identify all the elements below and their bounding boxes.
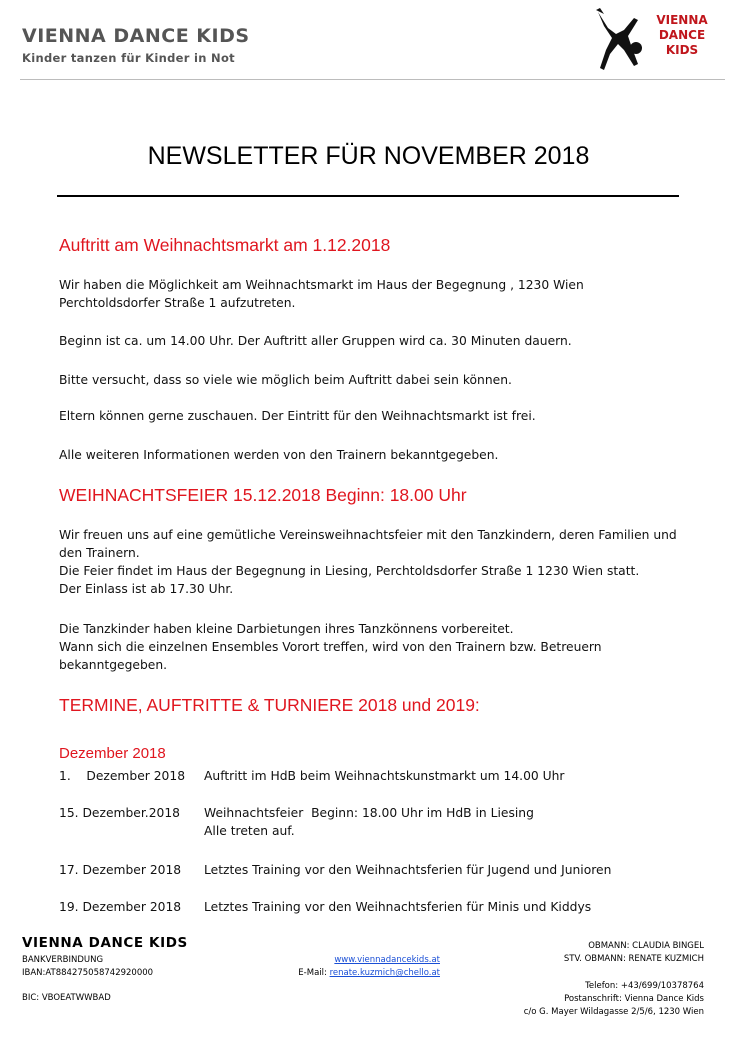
paragraph: Eltern können gerne zuschauen. Der Eintritt für den Weihnachtsmarkt ist frei.	[59, 409, 536, 423]
event-date: 1. Dezember 2018	[59, 769, 186, 783]
event-description: Weihnachtsfeier Beginn: 18.00 Uhr im HdB in Liesing Alle treten auf.	[204, 806, 534, 838]
logo	[594, 4, 720, 76]
paragraph: Die Tanzkinder haben kleine Darbietungen ihres Tanzkönnens vorbereitet. Wann sich die einzelnen Ensembles Vorort treffen, wird von den Trainern bzw. Betreuern bekanntgegeben.	[59, 622, 602, 672]
footer-org-name: VIENNA DANCE KIDS	[22, 935, 188, 951]
footer-bank-info: BANKVERBINDUNG IBAN:AT884275058742920000	[22, 955, 154, 978]
event-date: 17. Dezember 2018	[59, 863, 182, 877]
event-date: 19. Dezember 2018	[59, 900, 182, 914]
paragraph: Alle weiteren Informationen werden von den Trainern bekanntgegeben.	[59, 448, 499, 462]
event-description: Letztes Training vor den Weihnachtsferien für Minis und Kiddys	[204, 900, 592, 914]
footer-bic: BIC: VBOEATWWBAD	[22, 993, 111, 1003]
section-heading-weihnachtsfeier: WEIHNACHTSFEIER 15.12.2018 Beginn: 18.00 Uhr	[59, 485, 467, 505]
paragraph: Bitte versucht, dass so viele wie möglich beim Auftritt dabei sein können.	[59, 373, 512, 387]
event-date: 15. Dezember.2018	[59, 806, 180, 820]
footer-address: Telefon: +43/699/10378764 Postanschrift: Vienna Dance Kids c/o G. Mayer Wildagasse 2/5/6, 1230 Wien	[523, 981, 704, 1017]
paragraph: Beginn ist ca. um 14.00 Uhr. Der Auftritt aller Gruppen wird ca. 30 Minuten dauern.	[59, 334, 572, 348]
title-divider	[57, 195, 679, 197]
section-heading-weihnachtsmarkt: Auftritt am Weihnachtsmarkt am 1.12.2018	[59, 235, 391, 255]
event-description: Letztes Training vor den Weihnachtsferien für Jugend und Junioren	[204, 863, 612, 877]
org-name: VIENNA DANCE KIDS	[22, 25, 250, 47]
footer-officers: OBMANN: CLAUDIA BINGEL STV. OBMANN: RENATE KUZMICH	[563, 941, 704, 964]
footer-contact: www.viennadancekids.at E-Mail: renate.kuzmich@chello.at	[298, 955, 440, 978]
paragraph: Wir haben die Möglichkeit am Weihnachtsmarkt im Haus der Begegnung , 1230 Wien Perchtoldsdorfer Straße 1 aufzutreten.	[59, 278, 584, 310]
org-tagline: Kinder tanzen für Kinder in Not	[22, 51, 235, 65]
event-description: Auftritt im HdB beim Weihnachtskunstmarkt um 14.00 Uhr	[204, 769, 565, 783]
section-heading-termine: TERMINE, AUFTRITTE & TURNIERE 2018 und 2019:	[59, 695, 480, 715]
paragraph: Wir freuen uns auf eine gemütliche Vereinsweihnachtsfeier mit den Tanzkindern, deren Familien und den Trainern. Die Feier findet im Haus der Begegnung in Liesing, Perchtoldsdorfer Straße 1 1230 Wien statt. Der Einlass ist ab 17.30 Uhr.	[59, 528, 677, 596]
newsletter-title: NEWSLETTER FÜR NOVEMBER 2018	[147, 142, 590, 170]
header-divider	[20, 79, 725, 80]
website-link[interactable]: www.viennadancekids.at	[334, 955, 440, 965]
dancer-silhouette-icon	[594, 4, 654, 76]
email-link[interactable]: renate.kuzmich@chello.at	[329, 968, 440, 978]
month-heading: Dezember 2018	[59, 745, 166, 762]
logo-text: VIENNA DANCE KIDS	[656, 13, 708, 57]
